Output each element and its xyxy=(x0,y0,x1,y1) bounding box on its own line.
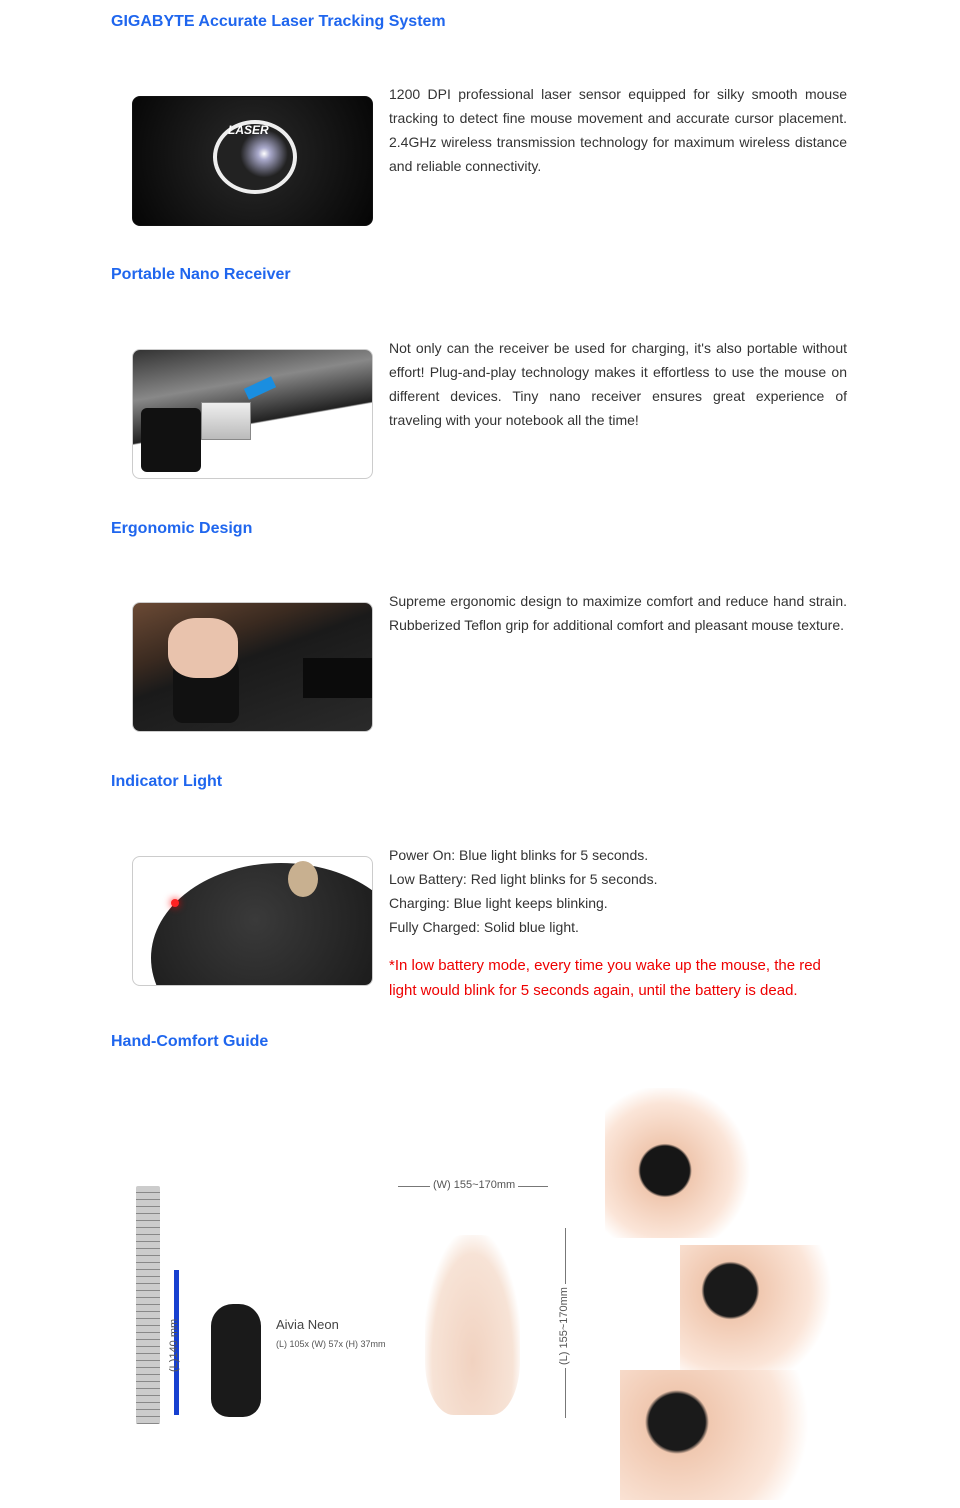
laser-description: 1200 DPI professional laser sensor equipped for silky smooth mouse tracking to detect fine mouse movement and accurate cursor placement. 2.4GHz wireless transmission technology for maximum wireless distance and reliable connectivity. xyxy=(389,86,847,174)
section-title-indicator: Indicator Light xyxy=(111,773,223,790)
ergonomic-design-image xyxy=(132,602,373,732)
section-title-receiver: Portable Nano Receiver xyxy=(111,266,291,283)
section-title-hand-comfort: Hand-Comfort Guide xyxy=(111,1033,269,1050)
ergonomic-description: Supreme ergonomic design to maximize comfort and reduce hand strain. Rubberized Teflon grip for additional comfort and pleasant mouse texture. xyxy=(389,593,847,633)
section-title-laser: GIGABYTE Accurate Laser Tracking System xyxy=(111,13,446,30)
receiver-description: Not only can the receiver be used for charging, it's also portable without effort! Plug-and-play technology makes it effortless to use the mouse on different devices. Tiny nano receiver ensures great experience of traveling with your notebook all the time! xyxy=(389,340,847,428)
section-title-ergonomic: Ergonomic Design xyxy=(111,520,253,537)
grip-photo-2 xyxy=(680,1245,848,1375)
grip-photo-3 xyxy=(620,1370,848,1500)
indicator-light-image xyxy=(132,856,373,986)
hand xyxy=(425,1235,520,1415)
ruler xyxy=(136,1186,160,1424)
indicator-description: Power On: Blue light blinks for 5 seconds. Low Battery: Red light blinks for 5 seconds. Charging: Blue light keeps blinking. Fully Charged: Solid blue light. *In low battery mode, every time you wake up the mouse, the red light would blink for 5 seconds again, until the battery is dead. xyxy=(389,843,847,1003)
battery-note: *In low battery mode, every time you wake up the mouse, the red light would blink for 5 seconds again, until the battery is dead. xyxy=(389,957,821,999)
mouse-product xyxy=(211,1304,261,1417)
nano-receiver-image xyxy=(132,349,373,479)
laser-sensor-image: LASER xyxy=(132,96,373,226)
grip-photo-1 xyxy=(605,1088,755,1238)
